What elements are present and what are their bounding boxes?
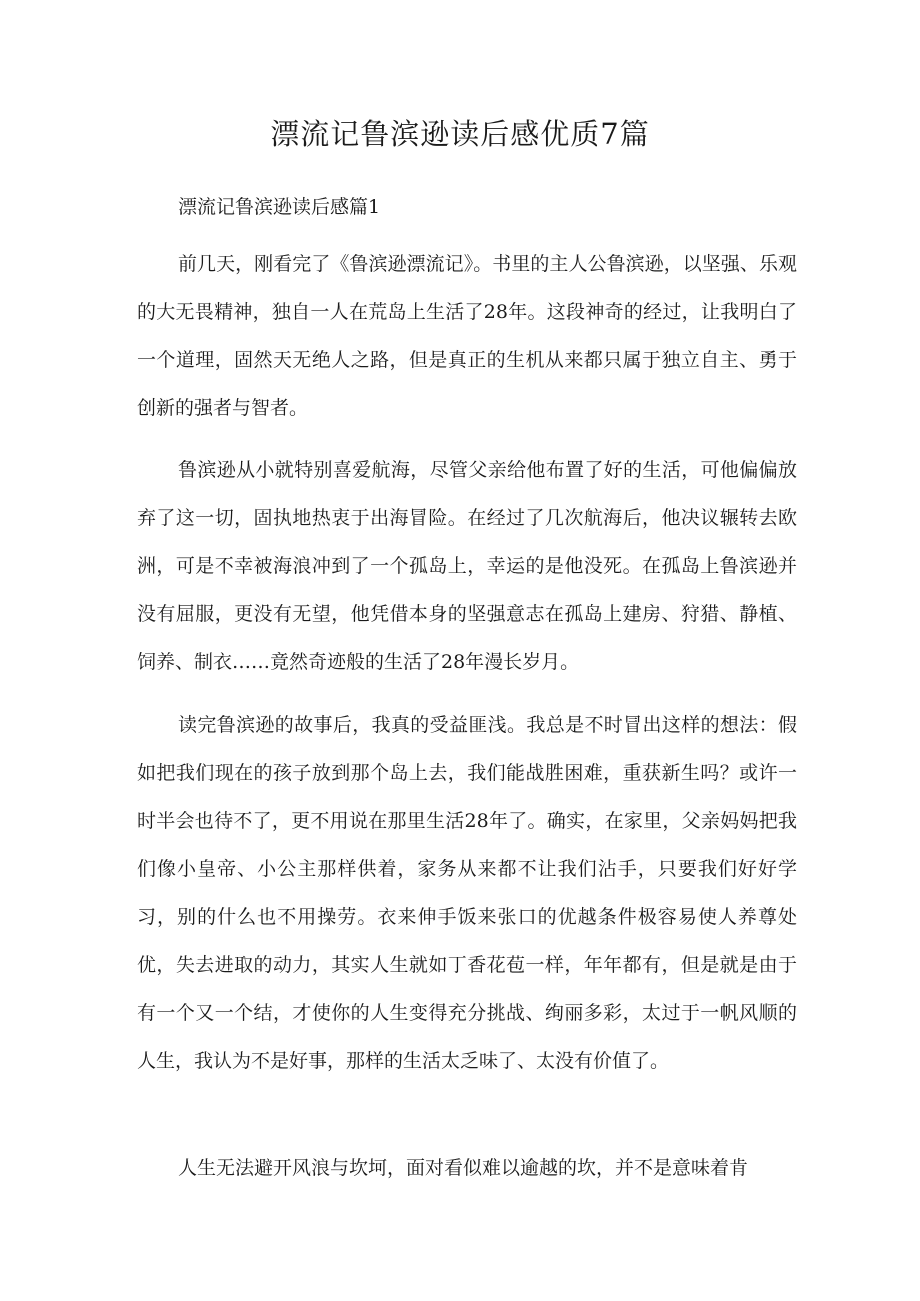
paragraph: 人生无法避开风浪与坎坷，面对看似难以逾越的坎，并不是意味着肯: [178, 1157, 749, 1179]
paragraph: 鲁滨逊从小就特别喜爱航海，尽管父亲给他布置了好的生活，可他偏偏放弃了这一切，固执地热衷于出海冒险。在经过了几次航海后，他决议辗转去欧洲，可是不幸被海浪冲到了一个孤岛上，幸运的是他没死。在孤岛上鲁滨逊并没有屈服，更没有无望，他凭借本身的坚强意志在孤岛上建房、狩猎、静植、饲养、制衣……竟然奇迹般的生活了28年漫长岁月。: [137, 459, 797, 673]
paragraph: 前几天，刚看完了《鲁滨逊漂流记》。书里的主人公鲁滨逊，以坚强、乐观的大无畏精神，独自一人在荒岛上生活了28年。这段神奇的经过，让我明白了一个道理，固然天无绝人之路，但是真正的生机从来都只属于独立自主、勇于创新的强者与智者。: [137, 253, 797, 419]
paragraph: 读完鲁滨逊的故事后，我真的受益匪浅。我总是不时冒出这样的想法：假如把我们现在的孩子放到那个岛上去，我们能战胜困难，重获新生吗？或许一时半会也待不了，更不用说在那里生活28年了。确实，在家里，父亲妈妈把我们像小皇帝、小公主那样供着，家务从来都不让我们沾手，只要我们好好学习，别的什么也不用操劳。衣来伸手饭来张口的优越条件极容易使人养尊处优，失去进取的动力，其实人生就如丁香花苞一样，年年都有，但是就是由于有一个又一个结，才使你的人生变得充分挑战、绚丽多彩，太过于一帆风顺的人生，我认为不是好事，那样的生活太乏味了、太没有价值了。: [137, 714, 797, 1072]
section-heading: 漂流记鲁滨逊读后感篇1: [178, 196, 381, 218]
document-title: 漂流记鲁滨逊读后感优质7篇: [270, 117, 650, 151]
